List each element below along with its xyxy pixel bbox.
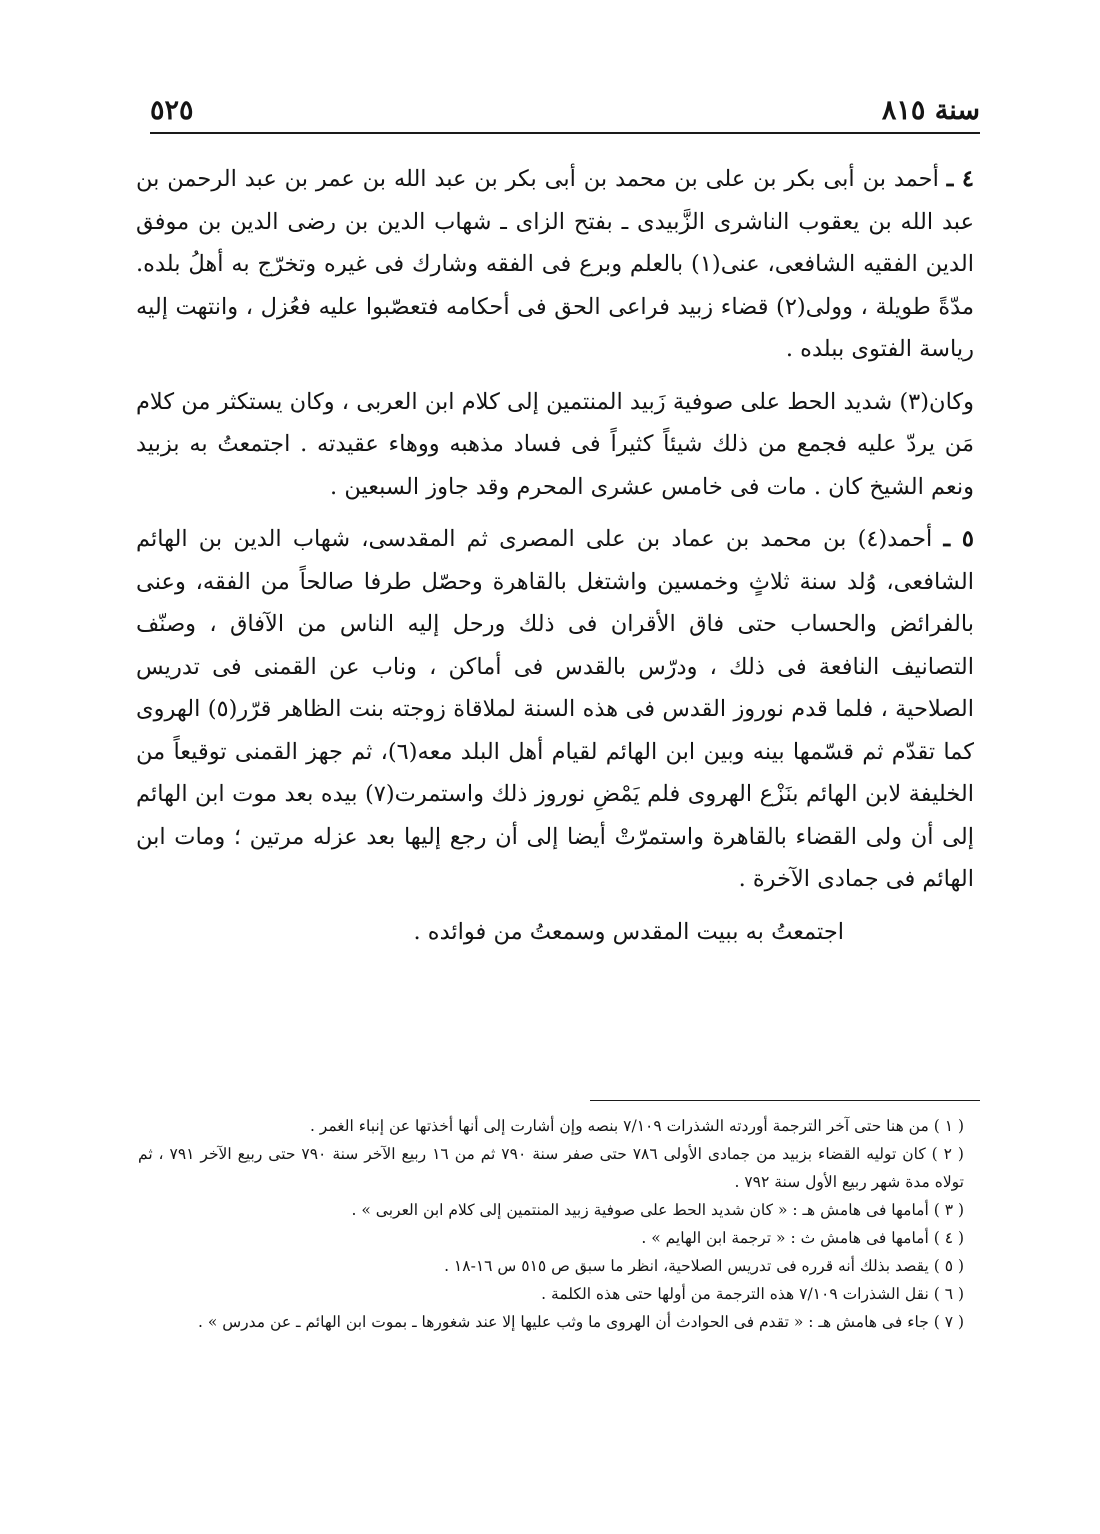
footnotes — [138, 1112, 978, 1336]
entry-paragraph — [136, 911, 844, 954]
main-text — [136, 158, 974, 963]
footnote: ( ٧ ) جاء فى هامش هـ : « تقدم فى الحوادث أن الهروى ما وثب عليها إلا عند شغورها ـ بموت ابن الهائم ـ عن مدرس » . — [197, 1313, 964, 1331]
page-number: ٥٢٥ — [150, 95, 194, 126]
entry-text: اجتمعتُ به ببيت المقدس وسمعتُ من فوائده . — [413, 918, 844, 945]
footnote: ( ٢ ) كان توليه القضاء بزبيد من جمادى الأولى ٧٨٦ حتى صفر سنة ٧٩٠ ثم من ١٦ ربيع الآخر سنة ٧٩٠ حتى ربيع الآخر ٧٩١ ، ثم تولاه مدة شهر ربيع الأول سنة ٧٩٢ . — [138, 1145, 964, 1191]
entry-paragraph — [136, 518, 974, 901]
footnote: ( ١ ) من هنا حتى آخر الترجمة أوردته الشذرات ٧/١٠٩ بنصه وإن أشارت إلى أنها أخذتها عن إنباء الغمر . — [309, 1117, 964, 1135]
footnote: ( ٣ ) أمامها فى هامش هـ : « كان شديد الحط على صوفية زبيد المنتمين إلى كلام ابن العربى » . — [351, 1201, 964, 1219]
footnote: ( ٤ ) أمامها فى هامش ث : « ترجمة ابن الهايم » . — [641, 1229, 964, 1247]
footnote-rule — [590, 1100, 980, 1101]
entry-number: ٥ ـ — [943, 526, 974, 552]
header-rule — [150, 132, 980, 134]
entry-text: أحمد بن أبى بكر بن على بن محمد بن أبى بكر بن عبد الله بن عمر بن عبد الرحمن بن عبد الله بن يعقوب الناشرى الزَّبيدى ـ بفتح الزاى ـ شهاب الدين بن رضى الدين بن موفق الدين الفقيه الشافعى، عنى(١) بالعلم وبرع فى الفقه وشارك فى غيره وتخرّج به أهلُ بلده. مدّةً طويلة ، وولى(٢) قضاء زبيد فراعى الحق فى أحكامه فتعصّبوا عليه فعُزل ، وانتهت إليه رياسة الفتوى ببلده . — [136, 166, 974, 362]
entry-paragraph — [136, 381, 974, 509]
running-header — [150, 82, 980, 126]
footnote: ( ٥ ) يقصد بذلك أنه قرره فى تدريس الصلاحية، انظر ما سبق ص ٥١٥ س ١٦-١٨ . — [444, 1257, 964, 1275]
running-title: سنة ٨١٥ — [881, 95, 980, 126]
entry-number: ٤ ـ — [946, 166, 974, 192]
entry-paragraph — [136, 158, 974, 371]
footnote: ( ٦ ) نقل الشذرات ٧/١٠٩ هذه الترجمة من أولها حتى هذه الكلمة . — [541, 1285, 964, 1303]
entry-text: وكان(٣) شديد الحط على صوفية زَبيد المنتمين إلى كلام ابن العربى ، وكان يستكثر من كلام مَن يردّ عليه فجمع من ذلك شيئاً كثيراً فى فساد مذهبه ووهاء عقيدته . اجتمعتُ به بزبيد ونعم الشيخ كان . مات فى خامس عشرى المحرم وقد جاوز السبعين . — [136, 388, 974, 500]
entry-text: أحمد(٤) بن محمد بن عماد بن على المصرى ثم المقدسى، شهاب الدين بن الهائم الشافعى، وُلد سنة ثلاثٍ وخمسين واشتغل بالقاهرة وحصّل طرفا صالحاً من الفقه، وعنى بالفرائض والحساب حتى فاق الأقران فى ذلك ورحل إليه الناس من الآفاق ، وصنّف التصانيف النافعة فى ذلك ، ودرّس بالقدس فى أماكن ، وناب عن القمنى فى تدريس الصلاحية ، فلما قدم نوروز القدس فى هذه السنة لملاقاة زوجته بنت الظاهر قرّر(٥) الهروى كما تقدّم ثم قسّمها بينه وبين ابن الهائم لقيام أهل البلد معه(٦)، ثم جهز القمنى توقيعاً من الخليفة لابن الهائم بنَزْع الهروى فلم يَمْضِ نوروز ذلك واستمرت(٧) بيده بعد موت ابن الهائم إلى أن ولى القضاء بالقاهرة واستمرّتْ أيضا إلى أن رجع إليها بعد عزله مرتين ؛ ومات ابن الهائم فى جمادى الآخرة . — [136, 526, 974, 892]
